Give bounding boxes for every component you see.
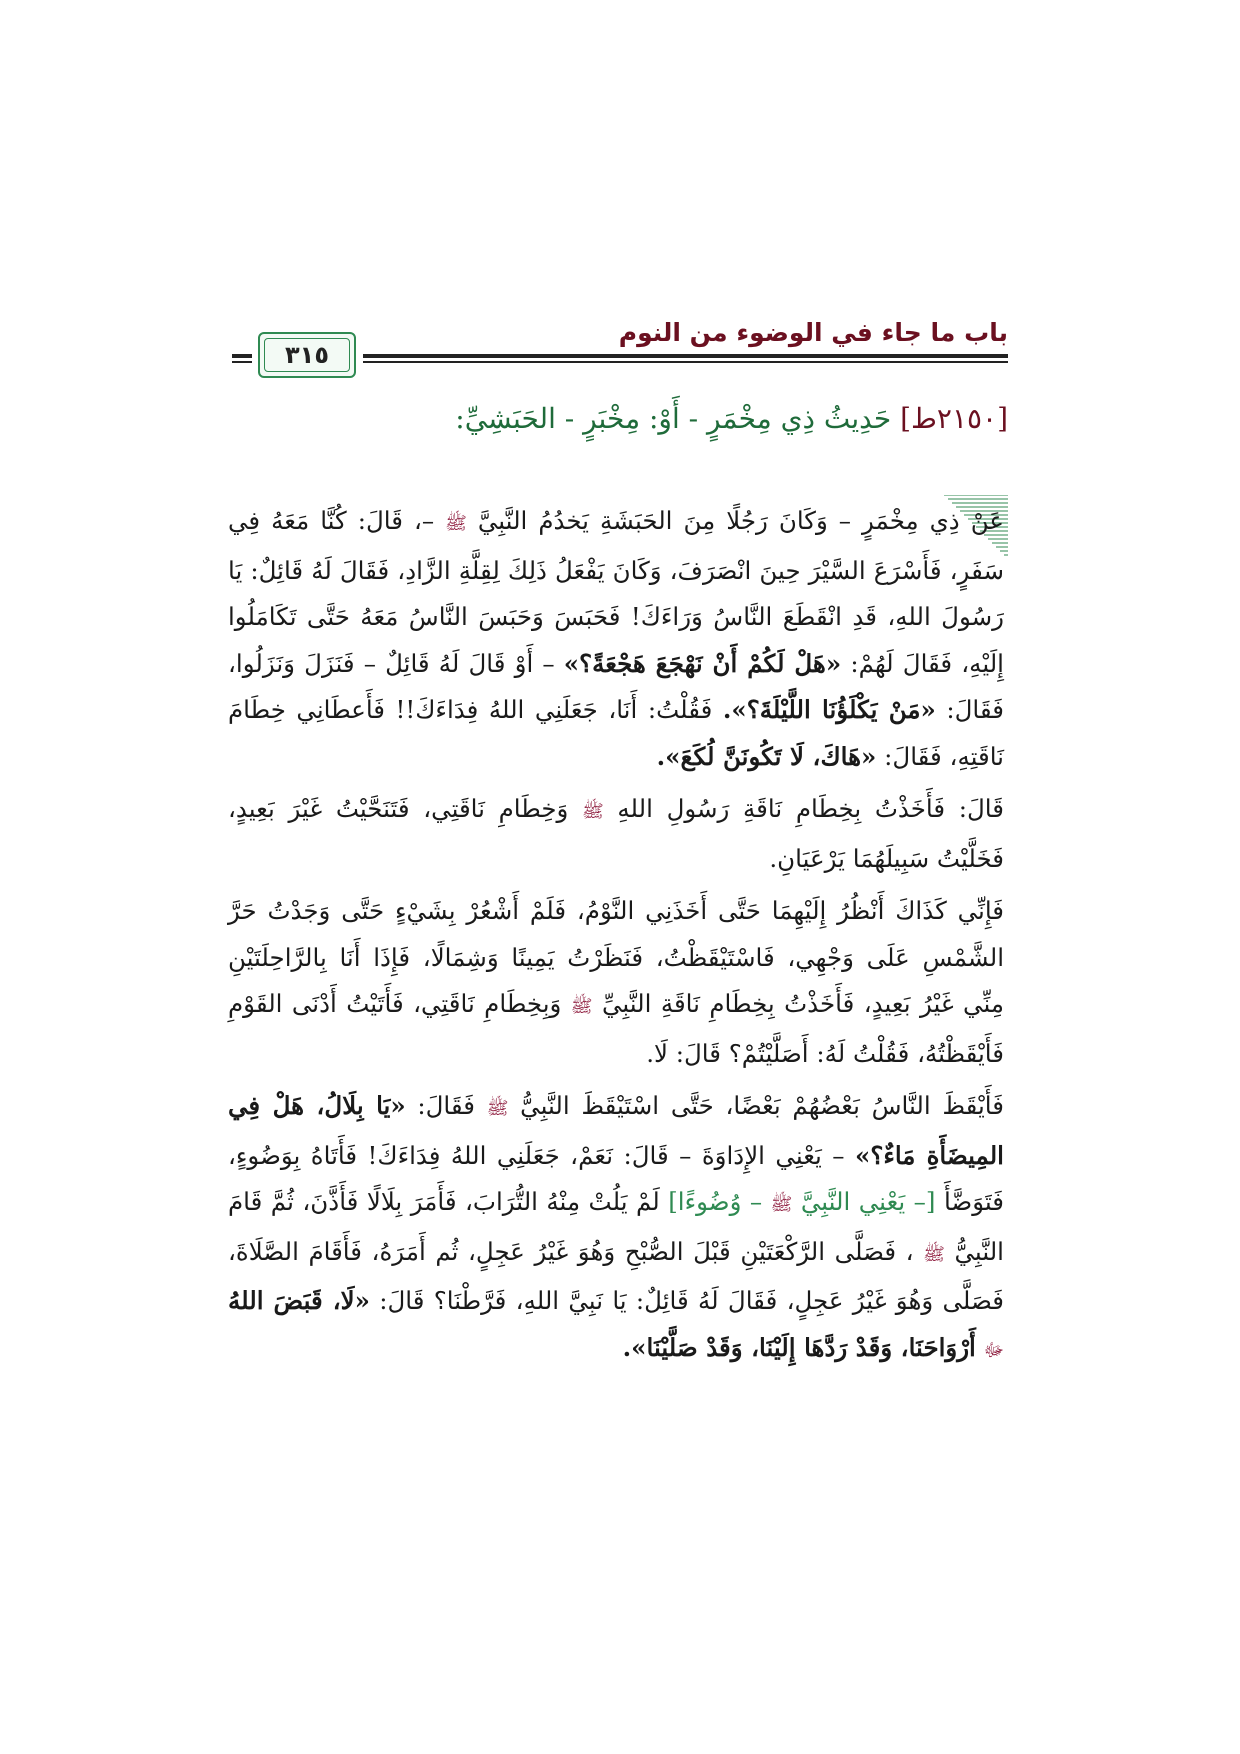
text-run: – يَعْنِي الإِدَاوَةَ – قَالَ: نَعَمْ، جَعَلَنِي اللهُ فِدَاءَكَ! فَأَتَاهُ بِوَضُوءٍ، فَتَوَضَّأَ bbox=[228, 1140, 1004, 1216]
text-run: وَبِخِطَامِ نَاقَتِي، فَأَتَيْتُ أَدْنَى القَوْمِ فَأَيْقَظْتُهُ، فَقُلْتُ لَهُ: أَصَلَّيْتُمْ؟ قَالَ: لَا. bbox=[228, 989, 1004, 1068]
note-run: – وُضُوءًا] bbox=[668, 1187, 763, 1216]
prophet-quote: «يَا بِلَالُ، هَلْ فِي المِيضَأَةِ مَاءٌ؟» bbox=[228, 1091, 1004, 1170]
prophet-quote: «لَا، قَبَضَ اللهُ bbox=[228, 1286, 370, 1315]
salawat-icon: ﷺ bbox=[486, 1098, 509, 1119]
bracket-note bbox=[660, 1187, 936, 1216]
page-number-badge bbox=[258, 332, 356, 378]
paragraph-3 bbox=[228, 888, 1004, 1077]
header-rule-left bbox=[232, 354, 252, 358]
prophet-quote: «هَلْ لَكُمْ أَنْ نَهْجَعَ هَجْعَةً؟» bbox=[563, 648, 842, 678]
salawat-icon: ﷺ bbox=[445, 513, 467, 534]
text-run: فَقُلْتُ: أَنَا، جَعَلَنِي اللهُ فِدَاءَكَ!! فَأَعطَانِي خِطَامَ نَاقَتِهِ، فَقَالَ: bbox=[228, 695, 1004, 771]
text-run: فَإِنِّي كَذَاكَ أَنْظُرُ إِلَيْهِمَا حَتَّى أَخَذَنِي النَّوْمُ، فَلَمْ أَشْعُرْ بِشَيْءٍ حَتَّى وَجَدْتُ حَرَّ الشَّمْسِ عَلَى وَجْهِي، فَاسْتَيْقَظْتُ، فَنَظَرْتُ يَمِينًا وَشِمَالًا، فَإِذَا أَنَا بِالرَّاحِلَتَيْنِ مِنِّي غَيْرُ بَعِيدٍ، فَأَخَذْتُ بِخِطَامِ نَاقَةِ النَّبِيِّ bbox=[228, 896, 1004, 1018]
prophet-quote: أَرْوَاحَنَا، وَقَدْ رَدَّهَا إِلَيْنَا، وَقَدْ صَلَّيْنَا». bbox=[622, 1332, 976, 1362]
salawat-icon: ﷺ bbox=[581, 801, 604, 822]
text-run: عَنْ ذِي مِخْمَرٍ – وَكَانَ رَجُلًا مِنَ الحَبَشَةِ يَخدُمُ النَّبِيَّ bbox=[477, 506, 1004, 535]
note-run: [– يَعْنِي النَّبِيَّ bbox=[800, 1187, 936, 1216]
hadith-text bbox=[228, 498, 1004, 1380]
prophet-quote: «هَاكَ، لَا تَكُونَنَّ لُكَعَ». bbox=[656, 741, 877, 771]
paragraph-1 bbox=[228, 498, 1004, 780]
hadith-heading bbox=[232, 402, 1008, 435]
text-run: ، فَصَلَّى الرَّكْعَتَيْنِ قَبْلَ الصُّبْحِ وَهُوَ غَيْرُ عَجِلٍ، ثُم أَمَرَهُ، فَأَقَامَ الصَّلَاةَ، فَصَلَّى وَهُوَ غَيْرُ عَجِلٍ، فَقَالَ لَهُ قَائِلٌ: يَا نَبِيَّ اللهِ، فَرَّطْنَا؟ قَالَ: bbox=[228, 1236, 1005, 1315]
salawat-icon: ﷺ bbox=[770, 1194, 793, 1215]
text-run: فَقَالَ: bbox=[417, 1091, 476, 1120]
paragraph-4 bbox=[228, 1083, 1004, 1374]
salawat-icon: ﷺ bbox=[923, 1243, 945, 1265]
hadith-title: حَدِيثُ ذِي مِخْمَرٍ - أَوْ: مِخْبَرٍ - الحَبَشِيِّ: bbox=[455, 402, 892, 435]
text-run: قَالَ: فَأَخَذْتُ بِخِطَامِ نَاقَةِ رَسُولِ اللهِ bbox=[617, 794, 1004, 823]
text-run: فَأَيْقَظَ النَّاسُ بَعْضُهُمْ بَعْضًا، حَتَّى اسْتَيْقَظَ النَّبِيُّ bbox=[520, 1091, 1004, 1120]
jalla-jalaluh-icon: ﷻ bbox=[983, 1339, 1004, 1361]
prophet-quote: «مَنْ يَكْلَؤُنَا اللَّيْلَةَ؟». bbox=[722, 695, 936, 724]
text-run: لَمْ يَلُتْ مِنْهُ التُّرَابَ، فَأَمَرَ بِلَالًا فَأَذَّنَ، ثُمَّ قَامَ النَّبِيُّ bbox=[228, 1187, 1004, 1266]
hadith-number: [٢١٥٠ط] bbox=[900, 402, 1008, 435]
text-run: –، قَالَ: كُنَّا مَعَهُ فِي سَفَرٍ، فَأَسْرَعَ السَّيْرَ حِينَ انْصَرَفَ، وَكَانَ يَفْعَلُ ذَلِكَ لِقِلَّةِ الزَّادِ، فَقَالَ لَهُ قَائِلٌ: يَا رَسُولَ اللهِ، قَدِ انْقَطَعَ النَّاسُ وَرَاءَكَ! فَحَبَسَ وَحَبَسَ النَّاسُ مَعَهُ حَتَّى تَكَامَلُوا إِلَيْهِ، فَقَالَ لَهُمْ: bbox=[228, 506, 1004, 678]
page-number: ٣١٥ bbox=[285, 341, 329, 369]
text-run: – أَوْ قَالَ لَهُ قَائِلٌ – فَنَزَلَ وَنَزَلُوا، فَقَالَ: bbox=[228, 648, 1004, 724]
text-run: وَخِطَامِ نَاقَتِي، فَتَنَحَّيْتُ غَيْرَ بَعِيدٍ، فَخَلَّيْتُ سَبِيلَهُمَا يَرْعَيَانِ. bbox=[228, 794, 1004, 873]
header-rule bbox=[363, 354, 1008, 358]
chapter-title: باب ما جاء في الوضوء من النوم bbox=[618, 318, 1008, 347]
salawat-icon: ﷺ bbox=[570, 996, 593, 1017]
paragraph-2 bbox=[228, 786, 1004, 882]
